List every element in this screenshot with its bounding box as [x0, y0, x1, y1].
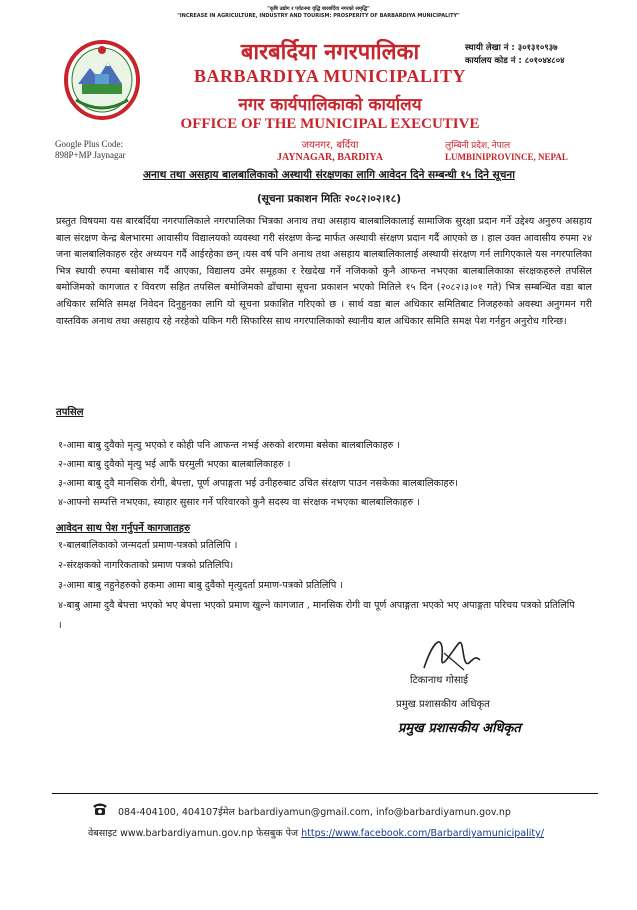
publish-date: (सूचना प्रकाशन मितिः २०८२।०२।१८): [256, 193, 402, 205]
province: [445, 139, 568, 163]
footer-web: [88, 826, 544, 839]
footer-email-1[interactable]: barbardiyamun@gmail.com,: [237, 807, 373, 818]
office-code: कार्यालय कोड नं : ८०१०४४८०४: [465, 56, 565, 66]
footer-divider: [52, 793, 598, 794]
footer-phone: 084-404100, 404107: [118, 807, 219, 818]
footer-website[interactable]: www.barbardiyamun.gov.np: [120, 828, 254, 839]
address-np: जयनगर, बर्दिया: [301, 140, 359, 151]
province-np: लुम्बिनी प्रदेश, नेपाल: [445, 140, 511, 150]
footer-email-2[interactable]: info@barbardiyamun.gov.np: [375, 807, 511, 818]
official-stamp: प्रमुख प्रशासकीय अधिकृत: [398, 721, 521, 736]
footer-website-label: वेबसाइट: [88, 828, 118, 839]
office-name-np: नगर कार्यपालिकाको कार्यालय: [238, 95, 422, 115]
tapasil-title: तपसिल: [56, 407, 84, 418]
signature-icon: [414, 628, 484, 678]
list-item: ४-बाबु आमा दुवै बेपत्ता भएको भए बेपत्ता भएको प्रमाण खुल्ने कागजात , मानसिक रोगी वा पूर्ण अपाङ्गता भएको भए अपाङ्गता परिचय पत्रको प्रतिलिपि ।: [58, 600, 575, 631]
notice-body: प्रस्तुत विषयमा यस बारबर्दिया नगरपालिकाले नगरपालिका भित्रका अनाथ तथा असहाय बालबालिकालाई सामाजिक सुरक्षा प्रदान गर्ने उद्देश्य अनुरुप असहाय बाल संरक्षण केन्द्र बेलभारमा आवासीय विद्यालयको व्यवस्था गरी संरक्षण केन्द्र मार्फत अस्थायी संरक्षण प्रदान गर्दै आएको छ । हाल उक्त आवासीय रुपमा २४ जना बालबालिकाहरु रहेर अध्ययन गर्दै आईरहेका छन् ।यस वर्ष पनि अनाथ तथा असहाय बालबालिकालाई अस्थायी संरक्षण गर्न लागिएकाले यस नगरपालिका भित्र स्थायी रुपमा बसोबास गर्दै आएका, विद्यालय उमेर समूहका र रेखदेख गर्ने नजिकको कुनै आफन्त नभएका बालबालिकाका संरक्षकहरुले तपसिल बमोजिमको कागजात र विवरण सहित तपसिल बमोजिमको ढाँचामा सूचना प्रकाशन भएको मितिले १५ दिन (२०८२।३।०१ गते) भित्र सम्बन्धित वडा बाल अधिकार समिति समक्ष निवेदन दिनुहुनका लागि यो सूचना प्रकाशित गरिएको छ । सार्थ वडा बाल अधिकार समितिबाट निजहरुको अवस्था अनुगमन गरी वास्तविक अनाथ तथा असहाय रहे नरहेको यकिन गरी सिफारिस साथ नगरपालिकाको स्थानीय बाल अधिकार समिति समक्ष पेश गर्नहुन अनुरोध गरिन्छ।: [56, 216, 592, 327]
list-item: २-संरक्षकको नागरिकताको प्रमाण पत्रको प्रतिलिपि।: [58, 560, 234, 571]
phone-icon: [92, 802, 108, 816]
google-plus-value: 898P+MP Jaynagar: [55, 150, 126, 160]
municipality-name-np: बारबर्दिया नगरपालिका: [240, 40, 420, 65]
province-en: LUMBINIPROVINCE, NEPAL: [445, 152, 568, 162]
list-item: २-आमा बाबु दुवैको मृत्यु भई आफैं घरमुली भएका बालबालिकाहरु ।: [58, 459, 291, 470]
slogan: [0, 6, 637, 20]
signatory-role: प्रमुख प्रशासकीय अधिकृत: [396, 699, 490, 710]
footer-contact: [118, 805, 511, 818]
google-plus-code: [55, 139, 126, 161]
list-item: ३-आमा बाबु दुवै मानसिक रोगी, बेपत्ता, पूर्ण अपाङ्गता भई उनीहरुबाट उचित संरक्षण पाउन नसकेका बालबालिकाहरु।: [58, 478, 458, 489]
office-identifiers: [465, 42, 565, 68]
municipality-emblem-icon: [62, 38, 142, 124]
list-item: ४-आफ्नो सम्पत्ति नभएका, स्याहार सुसार गर्ने परिवारको कुनै सदस्य वा संरक्षक नभएका बालबालिकाहरु ।: [58, 497, 420, 508]
google-plus-label: Google Plus Code:: [55, 139, 124, 149]
footer-email-label: ईमेल: [218, 807, 235, 818]
notice-subject: अनाथ तथा असहाय बालबालिकाको अस्थायी संरक्षणका लागि आवेदन दिने सम्बन्धी १५ दिने सूचना: [143, 169, 515, 181]
slogan-np: "कृषि उद्योग र पर्यटनमा वृद्धि बारबर्दिया नगरको समृद्धि": [267, 6, 370, 12]
slogan-en: "INCREASE IN AGRICULTURE, INDUSTRY AND TOURISM: PROSPERITY OF BARBARDIYA MUNICIPALITY": [177, 13, 460, 19]
municipality-name-en: BARBARDIYA MUNICIPALITY: [193, 66, 467, 86]
signatory-name: टिकानाथ गोसाई: [410, 675, 469, 686]
list-item: ३-आमा बाबु नहुनेहरुको हकमा आमा बाबु दुवैको मृत्युदर्ता प्रमाण-पत्रको प्रतिलिपि ।: [58, 580, 344, 591]
footer-facebook-link[interactable]: https://www.facebook.com/Barbardiyamunicipality/: [301, 828, 544, 839]
permanent-account-number: स्थायी लेखा नं : ३०१३१०९३७: [465, 43, 558, 53]
footer-facebook-label: फेसबुक पेज: [256, 828, 299, 839]
office-name-en: OFFICE OF THE MUNICIPAL EXECUTIVE: [180, 116, 480, 132]
documents-list: [58, 536, 578, 636]
list-item: १-आमा बाबु दुवैको मृत्यु भएको र कोही पनि आफन्त नभई अरुको शरणमा बसेका बालबालिकाहरु ।: [58, 440, 400, 451]
tapasil-list: [58, 436, 598, 512]
address-en: JAYNAGAR, BARDIYA: [277, 152, 383, 163]
documents-title: आवेदन साथ पेश गर्नुपर्ने कागजातहरु: [56, 523, 191, 534]
list-item: १-बालबालिकाको जन्मदर्ता प्रमाण-पत्रको प्रतिलिपि ।: [58, 540, 238, 551]
